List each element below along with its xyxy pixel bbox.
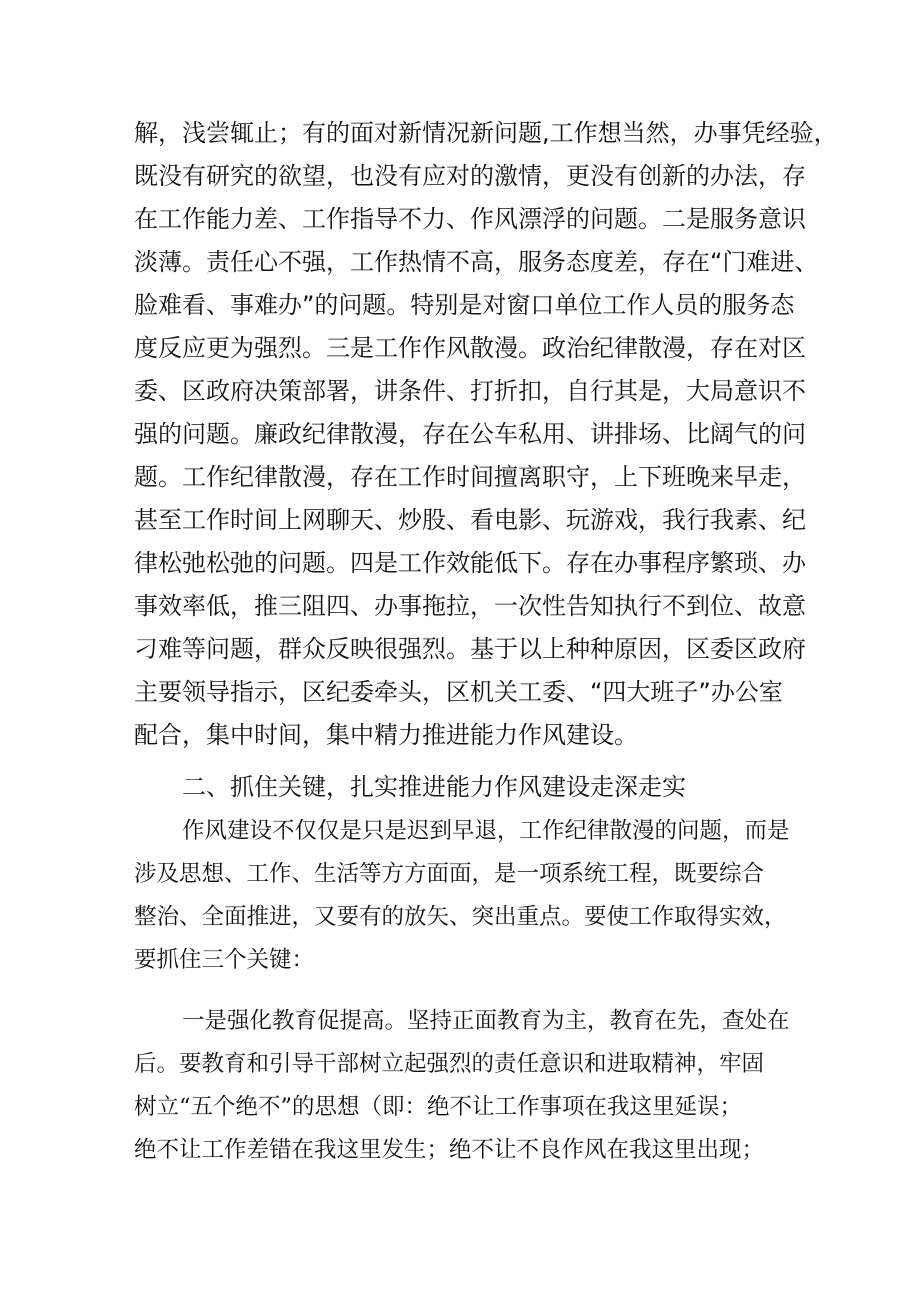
text-line: 强的问题。廉政纪律散漫，存在公车私用、讲排场、比阔气的问	[134, 420, 806, 448]
text-line: 甚至工作时间上网聊天、炒股、看电影、玩游戏，我行我素、纪	[134, 506, 806, 534]
intro-paragraph	[134, 810, 794, 982]
text-line: 事效率低，推三阻四、办事拖拉，一次性告知执行不到位、故意	[134, 592, 806, 620]
text-line: 要抓住三个关键：	[134, 947, 315, 973]
text-line: 律松弛松弛的问题。四是工作效能低下。存在办事程序繁琐、办	[134, 549, 806, 577]
text-line: 一是强化教育促提高。坚持正面教育为主，教育在先，查处在	[182, 1008, 790, 1034]
text-line: 涉及思想、工作、生活等方方面面，是一项系统工程，既要综合	[134, 861, 765, 887]
text-line: 整治、全面推进，又要有的放矢、突出重点。要使工作取得实效，	[134, 904, 787, 930]
text-line: 委、区政府决策部署，讲条件、打折扣，自行其是，大局意识不	[134, 377, 806, 405]
text-line: 刁难等问题，群众反映很强烈。基于以上种种原因，区委区政府	[134, 635, 806, 663]
text-line: 题。工作纪律散漫，存在工作时间擅离职守，上下班晚来早走，	[134, 463, 806, 491]
text-line: 后。要教育和引导干部树立起强烈的责任意识和进取精神，牢固	[134, 1051, 765, 1077]
text-line: 主要领导指示，区纪委牵头，区机关工委、“四大班子”办公室	[134, 678, 783, 706]
text-line: 作风建设不仅仅是只是迟到早退，工作纪律散漫的问题，而是	[182, 818, 790, 844]
text-line: 在工作能力差、工作指导不力、作风漂浮的问题。二是服务意识	[134, 205, 806, 233]
text-line: 淡薄。责任心不强，工作热情不高，服务态度差，存在“门难进、	[134, 248, 819, 276]
text-line: 配合，集中时间，集中精力推进能力作风建设。	[134, 721, 638, 749]
text-line: 度反应更为强烈。三是工作作风散漫。政治纪律散漫，存在对区	[134, 334, 806, 362]
continuation-paragraph	[134, 112, 838, 757]
section-heading: 二、抓住关键，扎实推进能力作风建设走深走实	[182, 773, 686, 801]
text-line: 解，浅尝辄止；有的面对新情况新问题,工作想当然，办事凭经验，	[134, 119, 838, 147]
text-line: 树立“五个绝不”的思想（即：绝不让工作事项在我这里延误；	[134, 1094, 743, 1120]
text-line: 既没有研究的欲望，也没有应对的激情，更没有创新的办法，存	[134, 162, 806, 190]
education-paragraph	[134, 1000, 794, 1172]
text-line: 脸难看、事难办”的问题。特别是对窗口单位工作人员的服务态	[134, 291, 795, 319]
text-line: 绝不让工作差错在我这里发生；绝不让不良作风在我这里出现；	[134, 1137, 765, 1163]
